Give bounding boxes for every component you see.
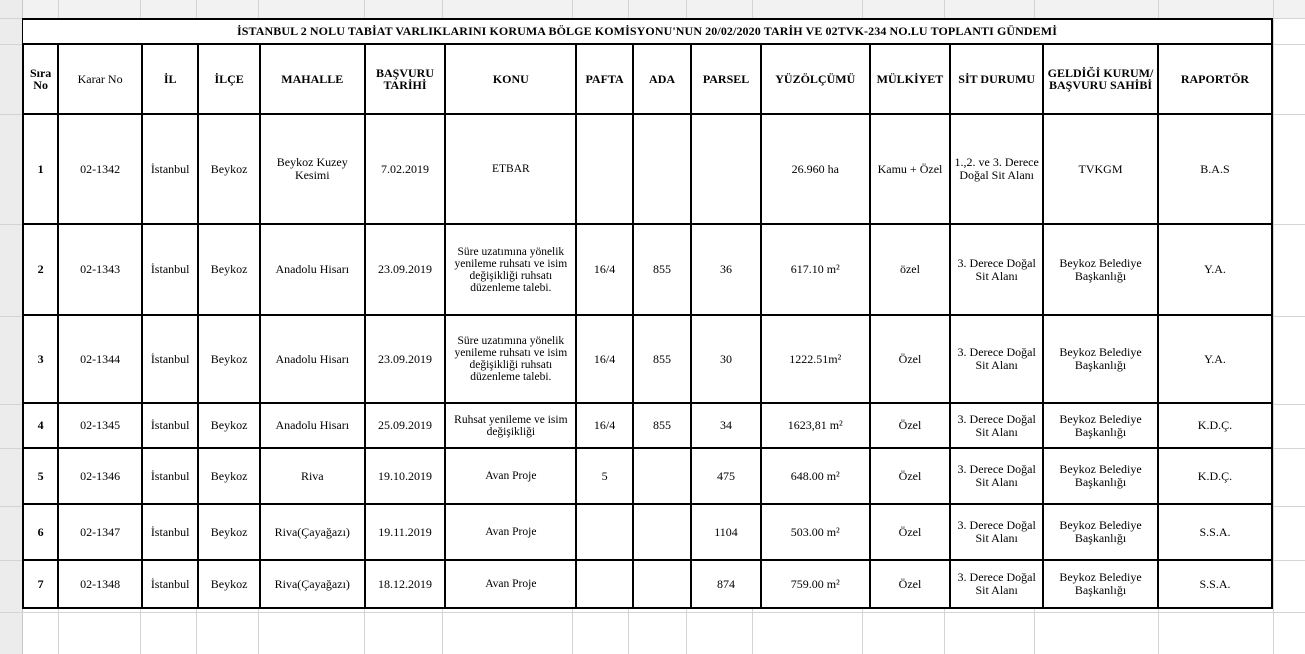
header-ilce: İLÇE — [198, 44, 259, 114]
row-ilce-text: Beykoz — [210, 263, 248, 276]
row-yuzolcum — [761, 114, 870, 224]
row-sira — [23, 560, 58, 608]
row-raportor — [1158, 224, 1272, 315]
row-pafta — [576, 224, 632, 315]
row-il — [142, 403, 198, 448]
row-geldigi-kurum-text: Beykoz Belediye Başkanlığı — [1059, 571, 1142, 597]
row-sit-durumu — [950, 560, 1043, 608]
row-pafta — [576, 315, 632, 403]
row-basvuru-tarihi-text: 23.09.2019 — [378, 263, 432, 276]
row-mulkiyet — [870, 315, 951, 403]
row-il-text: İstanbul — [150, 419, 190, 432]
row-raportor — [1158, 315, 1272, 403]
row-pafta-text: 16/4 — [593, 352, 616, 366]
row-konu — [445, 504, 576, 560]
row-sit-durumu — [950, 448, 1043, 504]
row-basvuru-tarihi — [365, 403, 446, 448]
row-karar-no — [58, 315, 142, 403]
row-mulkiyet-text: Özel — [898, 525, 922, 539]
row-karar-no-text: 02-1348 — [80, 577, 121, 591]
row-mahalle — [260, 448, 365, 504]
row-ilce — [198, 224, 259, 315]
row-raportor-text: K.D.Ç. — [1197, 469, 1233, 483]
row-geldigi-kurum-text: Beykoz Belediye Başkanlığı — [1059, 256, 1142, 283]
row-geldigi-kurum-text: Beykoz Belediye Başkanlığı — [1059, 346, 1142, 372]
row-pafta — [576, 560, 632, 608]
row-mulkiyet — [870, 403, 951, 448]
table-row — [23, 560, 1272, 608]
row-pafta-text: 5 — [601, 469, 608, 483]
row-ada-text: 855 — [653, 352, 672, 366]
row-ilce — [198, 315, 259, 403]
row-raportor-text: Y.A. — [1204, 263, 1226, 276]
header-yuzolcumu: YÜZÖLÇÜMÜ — [761, 44, 870, 114]
row-mahalle — [260, 315, 365, 403]
row-sira-text: 6 — [37, 525, 44, 539]
row-ilce-text: Beykoz — [210, 419, 248, 432]
row-parsel — [691, 315, 761, 403]
row-mahalle — [260, 224, 365, 315]
row-ada — [633, 315, 691, 403]
row-mahalle-text: Riva — [300, 469, 324, 483]
row-ilce — [198, 114, 259, 224]
row-parsel — [691, 448, 761, 504]
row-sit-durumu-text: 3. Derece Doğal Sit Alanı — [957, 571, 1036, 597]
row-karar-no — [58, 114, 142, 224]
row-mahalle-text: Riva(Çayağazı) — [274, 525, 350, 539]
agenda-table — [22, 43, 1273, 609]
row-mulkiyet — [870, 224, 951, 315]
row-pafta — [576, 114, 632, 224]
row-mulkiyet-text: Kamu + Özel — [877, 162, 943, 176]
grid-row-line — [0, 612, 1305, 613]
row-basvuru-tarihi-text: 19.10.2019 — [378, 469, 432, 483]
row-sira — [23, 403, 58, 448]
row-konu — [445, 114, 576, 224]
row-il-text: İstanbul — [150, 577, 190, 591]
row-basvuru-tarihi-text: 19.11.2019 — [378, 525, 432, 539]
row-il-text: İstanbul — [150, 352, 190, 366]
row-raportor — [1158, 403, 1272, 448]
header-parsel: PARSEL — [691, 44, 761, 114]
row-il — [142, 504, 198, 560]
row-mulkiyet — [870, 504, 951, 560]
row-karar-no-text: 02-1342 — [80, 162, 121, 176]
row-mahalle-text: Anadolu Hisarı — [275, 352, 350, 366]
row-ada — [633, 448, 691, 504]
row-yuzolcum-text: 648.00 m² — [790, 469, 840, 483]
row-raportor — [1158, 448, 1272, 504]
row-geldigi-kurum — [1043, 315, 1158, 403]
row-mahalle-text: Beykoz Kuzey Kesimi — [276, 156, 348, 182]
row-mahalle-text: Anadolu Hisarı — [275, 263, 350, 276]
row-konu — [445, 560, 576, 608]
row-ilce-text: Beykoz — [210, 469, 248, 483]
row-sira — [23, 315, 58, 403]
row-basvuru-tarihi — [365, 448, 446, 504]
row-raportor — [1158, 560, 1272, 608]
table-row — [23, 224, 1272, 315]
row-konu — [445, 403, 576, 448]
row-konu — [445, 448, 576, 504]
row-ada-text: 855 — [653, 419, 672, 432]
row-pafta-text: 16/4 — [593, 263, 616, 276]
header-sira-no: Sıra No — [23, 44, 58, 114]
row-yuzolcum — [761, 560, 870, 608]
row-sira — [23, 448, 58, 504]
row-pafta — [576, 448, 632, 504]
row-mahalle — [260, 114, 365, 224]
row-il-text: İstanbul — [150, 525, 190, 539]
row-parsel-text: 30 — [720, 352, 733, 366]
row-parsel-text: 36 — [720, 263, 733, 276]
row-sit-durumu — [950, 315, 1043, 403]
row-raportor — [1158, 114, 1272, 224]
row-raportor-text: K.D.Ç. — [1197, 419, 1233, 432]
row-karar-no-text: 02-1345 — [80, 419, 121, 432]
row-mahalle — [260, 560, 365, 608]
header-basvuru-tarihi: BAŞVURU TARİHİ — [365, 44, 446, 114]
row-ilce — [198, 560, 259, 608]
header-pafta: PAFTA — [576, 44, 632, 114]
row-yuzolcum — [761, 403, 870, 448]
row-pafta-text: 16/4 — [593, 419, 616, 432]
row-mulkiyet-text: özel — [899, 263, 920, 276]
row-yuzolcum — [761, 448, 870, 504]
row-karar-no — [58, 448, 142, 504]
header-il: İL — [142, 44, 198, 114]
row-ilce — [198, 448, 259, 504]
row-raportor-text: S.S.A. — [1199, 577, 1231, 591]
row-geldigi-kurum-text: Beykoz Belediye Başkanlığı — [1059, 463, 1142, 489]
row-sit-durumu-text: 3. Derece Doğal Sit Alanı — [957, 256, 1036, 283]
row-yuzolcum — [761, 504, 870, 560]
row-il — [142, 315, 198, 403]
row-il — [142, 560, 198, 608]
row-yuzolcum-text: 503.00 m² — [790, 525, 840, 539]
row-mulkiyet-text: Özel — [898, 469, 922, 483]
row-sit-durumu-text: 3. Derece Doğal Sit Alanı — [957, 463, 1036, 489]
row-parsel-text: 34 — [720, 419, 733, 432]
row-konu-text: Avan Proje — [485, 526, 537, 538]
row-pafta — [576, 504, 632, 560]
row-karar-no — [58, 560, 142, 608]
row-il — [142, 114, 198, 224]
agenda-table-container — [22, 18, 1273, 609]
agenda-title: İSTANBUL 2 NOLU TABİAT VARLIKLARINI KORUMA BÖLGE KOMİSYONU'NUN 20/02/2020 TARİH VE 02TVK-234 NO.LU TOPLANTI GÜNDEMİ — [22, 18, 1273, 43]
header-mahalle: MAHALLE — [260, 44, 365, 114]
header-mulkiyet: MÜLKİYET — [870, 44, 951, 114]
row-ada — [633, 504, 691, 560]
row-parsel — [691, 224, 761, 315]
row-konu-text: Avan Proje — [485, 578, 537, 590]
table-row — [23, 403, 1272, 448]
row-karar-no-text: 02-1347 — [80, 525, 121, 539]
row-konu-text: Süre uzatımına yönelik yenileme ruhsatı ve isim değişikliği ruhsatı düzenleme talebi. — [454, 245, 568, 294]
row-basvuru-tarihi — [365, 114, 446, 224]
row-geldigi-kurum-text: TVKGM — [1078, 162, 1123, 176]
row-basvuru-tarihi-text: 7.02.2019 — [381, 162, 429, 176]
row-ilce-text: Beykoz — [210, 525, 248, 539]
row-il-text: İstanbul — [150, 162, 190, 176]
row-ada — [633, 403, 691, 448]
table-row — [23, 315, 1272, 403]
row-karar-no-text: 02-1346 — [80, 469, 121, 483]
row-basvuru-tarihi — [365, 224, 446, 315]
row-sit-durumu-text: 1.,2. ve 3. Derece Doğal Sit Alanı — [954, 156, 1039, 182]
row-mahalle — [260, 403, 365, 448]
row-ilce-text: Beykoz — [210, 352, 248, 366]
table-row — [23, 504, 1272, 560]
row-yuzolcum-text: 617.10 m² — [790, 263, 840, 276]
row-ilce-text: Beykoz — [210, 162, 248, 176]
header-raportor: RAPORTÖR — [1158, 44, 1272, 114]
grid-column-line — [1273, 0, 1274, 654]
row-mulkiyet — [870, 448, 951, 504]
row-konu-text: Ruhsat yenileme ve isim değişikliği — [454, 413, 568, 438]
row-sit-durumu — [950, 504, 1043, 560]
row-parsel-text: 475 — [717, 469, 736, 483]
row-yuzolcum-text: 1623,81 m² — [787, 419, 843, 432]
row-parsel — [691, 403, 761, 448]
row-sit-durumu-text: 3. Derece Doğal Sit Alanı — [957, 412, 1036, 439]
table-row — [23, 448, 1272, 504]
row-ilce-text: Beykoz — [210, 577, 248, 591]
row-basvuru-tarihi — [365, 560, 446, 608]
row-karar-no — [58, 504, 142, 560]
row-ada-text: 855 — [653, 263, 672, 276]
row-sira-text: 2 — [37, 263, 44, 276]
row-mulkiyet-text: Özel — [898, 352, 922, 366]
row-raportor — [1158, 504, 1272, 560]
row-konu — [445, 224, 576, 315]
row-il — [142, 448, 198, 504]
row-sira-text: 5 — [37, 469, 44, 483]
row-yuzolcum-text: 26.960 ha — [791, 162, 839, 176]
row-sira-text: 7 — [37, 577, 44, 591]
row-basvuru-tarihi — [365, 504, 446, 560]
row-yuzolcum-text: 759.00 m² — [790, 577, 840, 591]
row-sira-text: 3 — [37, 352, 44, 366]
sheet-row-gutter — [0, 0, 23, 654]
row-parsel — [691, 560, 761, 608]
row-sira — [23, 504, 58, 560]
row-sit-durumu-text: 3. Derece Doğal Sit Alanı — [957, 346, 1036, 372]
row-mulkiyet — [870, 560, 951, 608]
row-geldigi-kurum-text: Beykoz Belediye Başkanlığı — [1059, 412, 1142, 439]
header-geldigi-kurum: GELDİĞİ KURUM/ BAŞVURU SAHİBİ — [1043, 44, 1158, 114]
row-sit-durumu-text: 3. Derece Doğal Sit Alanı — [957, 519, 1036, 545]
row-mahalle — [260, 504, 365, 560]
row-il-text: İstanbul — [150, 263, 190, 276]
row-karar-no — [58, 403, 142, 448]
row-sira — [23, 224, 58, 315]
row-geldigi-kurum — [1043, 403, 1158, 448]
row-ada — [633, 114, 691, 224]
row-geldigi-kurum — [1043, 448, 1158, 504]
row-mahalle-text: Riva(Çayağazı) — [274, 577, 350, 591]
row-konu — [445, 315, 576, 403]
row-mahalle-text: Anadolu Hisarı — [275, 419, 350, 432]
row-sira-text: 4 — [37, 419, 44, 432]
row-parsel — [691, 504, 761, 560]
row-mulkiyet — [870, 114, 951, 224]
row-ada — [633, 560, 691, 608]
row-sit-durumu — [950, 403, 1043, 448]
row-il-text: İstanbul — [150, 469, 190, 483]
row-pafta — [576, 403, 632, 448]
row-ilce — [198, 504, 259, 560]
header-sit-durumu: SİT DURUMU — [950, 44, 1043, 114]
row-karar-no-text: 02-1343 — [80, 263, 121, 276]
row-geldigi-kurum — [1043, 504, 1158, 560]
row-mulkiyet-text: Özel — [898, 577, 922, 591]
row-karar-no-text: 02-1344 — [80, 352, 121, 366]
header-karar-no: Karar No — [58, 44, 142, 114]
header-row — [23, 44, 1272, 114]
row-raportor-text: Y.A. — [1204, 352, 1226, 366]
row-sit-durumu — [950, 224, 1043, 315]
row-parsel — [691, 114, 761, 224]
header-ada: ADA — [633, 44, 691, 114]
row-sit-durumu — [950, 114, 1043, 224]
row-yuzolcum-text: 1222.51m² — [789, 352, 842, 366]
header-konu: KONU — [445, 44, 576, 114]
row-basvuru-tarihi-text: 25.09.2019 — [378, 419, 432, 432]
row-parsel-text: 874 — [717, 577, 736, 591]
row-il — [142, 224, 198, 315]
row-konu-text: ETBAR — [492, 163, 530, 175]
row-karar-no — [58, 224, 142, 315]
row-ilce — [198, 403, 259, 448]
row-yuzolcum — [761, 315, 870, 403]
row-raportor-text: S.S.A. — [1199, 525, 1231, 539]
row-konu-text: Avan Proje — [485, 470, 537, 482]
row-sira-text: 1 — [37, 162, 44, 176]
row-mulkiyet-text: Özel — [898, 419, 922, 432]
row-raportor-text: B.A.S — [1200, 162, 1230, 176]
row-geldigi-kurum — [1043, 560, 1158, 608]
row-geldigi-kurum-text: Beykoz Belediye Başkanlığı — [1059, 519, 1142, 545]
row-basvuru-tarihi-text: 23.09.2019 — [378, 352, 432, 366]
agenda-rows — [23, 114, 1272, 608]
row-geldigi-kurum — [1043, 224, 1158, 315]
row-basvuru-tarihi — [365, 315, 446, 403]
row-parsel-text: 1104 — [714, 525, 738, 539]
row-basvuru-tarihi-text: 18.12.2019 — [378, 577, 432, 591]
row-yuzolcum — [761, 224, 870, 315]
row-ada — [633, 224, 691, 315]
table-row — [23, 114, 1272, 224]
row-geldigi-kurum — [1043, 114, 1158, 224]
row-sira — [23, 114, 58, 224]
row-konu-text: Süre uzatımına yönelik yenileme ruhsatı ve isim değişikliği ruhsatı düzenleme talebi. — [454, 335, 568, 383]
